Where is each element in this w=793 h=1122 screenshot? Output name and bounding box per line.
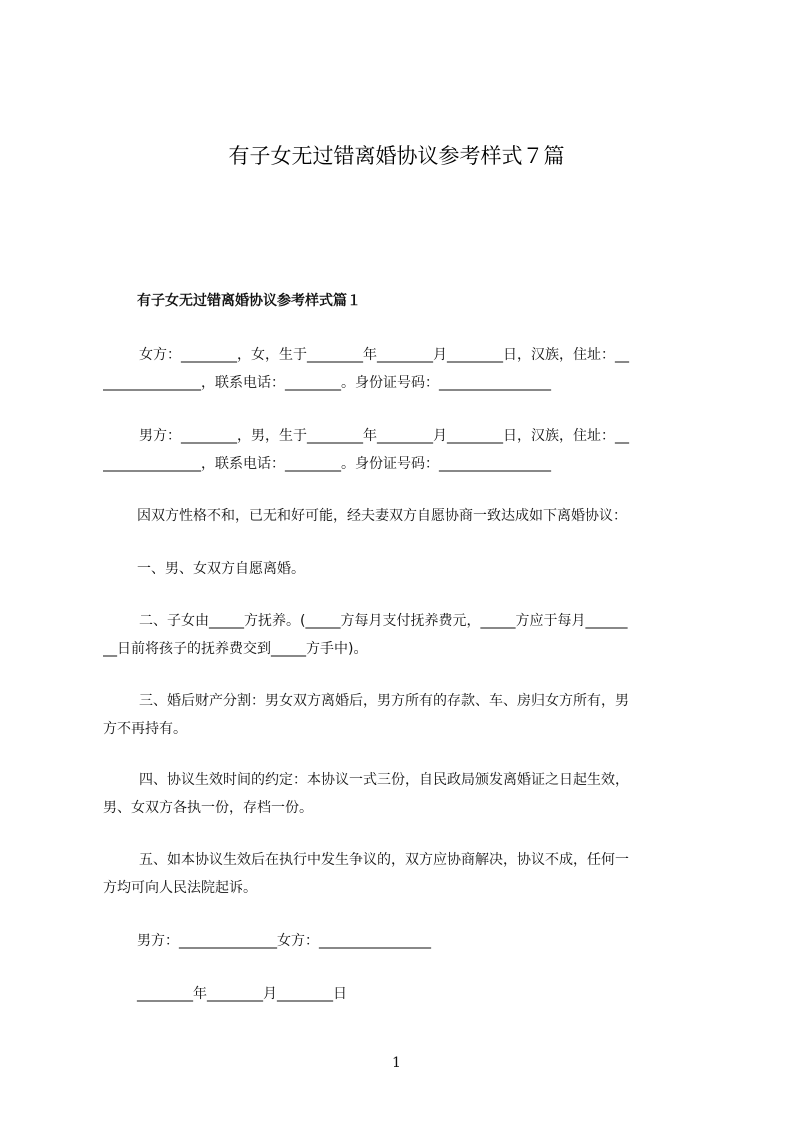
clause-2-line-1: 二、子女由_____方抚养。(_____方每月支付抚养费元，_____方应于每月______ (139, 613, 628, 629)
clause-5-line-1: 五、如本协议生效后在执行中发生争议的，双方应协商解决，协议不成，任何一 (139, 852, 629, 868)
female-party-line-1: 女方：________，女，生于________年________月________日，汉族，住址：__ (139, 347, 629, 363)
clause-4 (103, 766, 703, 822)
female-party-line-2: ______________，联系电话：________。身份证号码：________________ (103, 375, 551, 391)
clause-4-line-1: 四、协议生效时间的约定：本协议一式三份，自民政局颁发离婚证之日起生效， (139, 772, 629, 788)
intro-line: 因双方性格不和，已无和好可能，经夫妻双方自愿协商一致达成如下离婚协议： (137, 508, 627, 524)
male-party-line-2: ______________，联系电话：________。身份证号码：________________ (103, 456, 551, 472)
signature-paragraph (103, 927, 703, 955)
date-paragraph (103, 980, 703, 1008)
clause-3-line-1: 三、婚后财产分割：男女双方离婚后，男方所有的存款、车、房归女方所有，男 (139, 693, 629, 709)
clause-1-line: 一、男、女双方自愿离婚。 (137, 561, 305, 577)
signature-line: 男方：______________女方：________________ (137, 933, 431, 949)
clause-3 (103, 687, 703, 743)
male-party-paragraph (103, 422, 703, 478)
date-line: ________年________月________日 (137, 986, 347, 1002)
intro-paragraph (103, 502, 703, 530)
clause-5 (103, 846, 703, 902)
section-title: 有子女无过错离婚协议参考样式篇１ (137, 293, 361, 309)
document-title: 有子女无过错离婚协议参考样式７篇 (228, 144, 565, 168)
clause-5-line-2: 方均可向人民法院起诉。 (103, 880, 257, 896)
clause-2-line-2: __日前将孩子的抚养费交到_____方手中)。 (103, 641, 368, 657)
clause-1 (103, 555, 703, 583)
clause-3-line-2: 方不再持有。 (103, 721, 187, 737)
clause-2 (103, 607, 703, 663)
page-number: 1 (392, 1055, 401, 1071)
male-party-line-1: 男方：________，男，生于________年________月________日，汉族，住址：__ (139, 428, 629, 444)
clause-4-line-2: 男、女双方各执一份，存档一份。 (103, 800, 313, 816)
female-party-paragraph (103, 341, 703, 397)
